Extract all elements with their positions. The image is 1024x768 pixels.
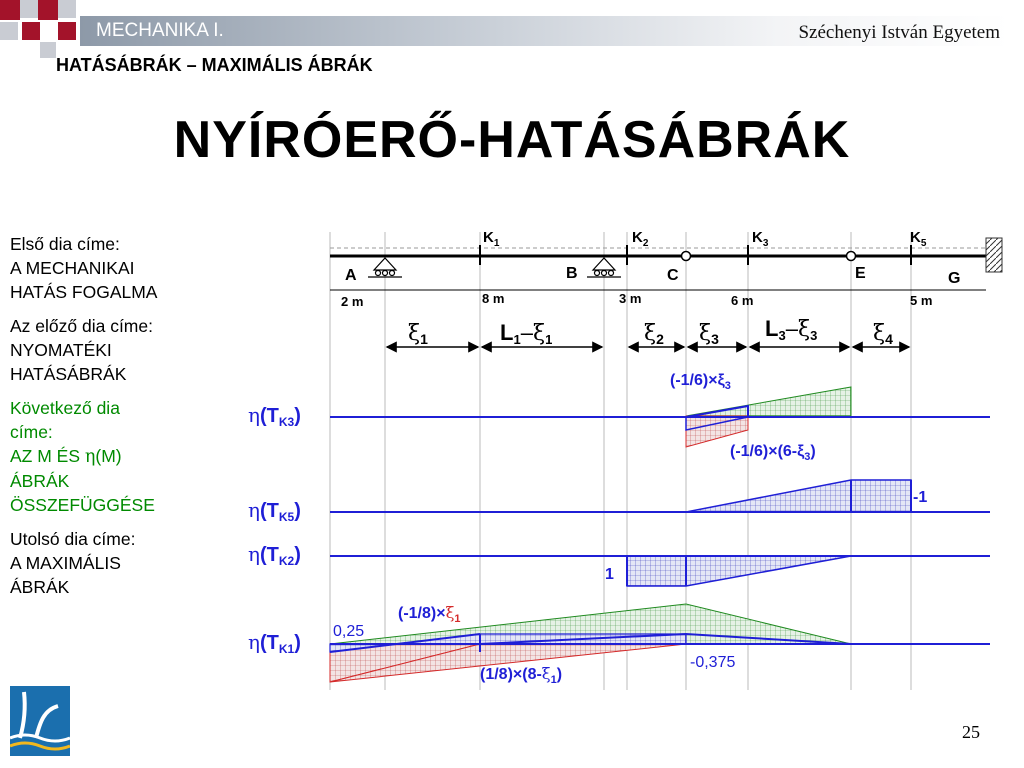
first-slide-label: Első dia címe:: [10, 234, 120, 254]
point-label-a: A: [345, 267, 357, 284]
next-title-part-a: AZ M ÉS: [10, 446, 85, 466]
hinge-c-icon: [682, 252, 691, 261]
next-title-part-b: (M): [95, 446, 122, 466]
eta-tk3-label: $\eta(T_K3)$: [248, 403, 301, 429]
span-3m: 3 m: [619, 291, 642, 306]
previous-slide-title-line2: HATÁSÁBRÁK: [10, 364, 127, 384]
xi1-label: ξ1: [408, 321, 428, 347]
k3-top-annotation: $(-1/6)\times\xi_3$: [670, 372, 731, 392]
course-label: MECHANIKA I.: [96, 20, 224, 41]
point-label-g: G: [948, 270, 961, 287]
roller-support-b-icon: [587, 258, 621, 277]
l1-xi1-label: L1–ξ1: [500, 320, 553, 347]
slide-title: NYÍRÓERŐ-HATÁSÁBRÁK: [173, 111, 851, 169]
k1-left-value: 0,25: [333, 623, 365, 640]
first-slide-title-line2: HATÁS FOGALMA: [10, 282, 158, 302]
eta-tk2-label: $\eta(T_K2)$: [248, 542, 301, 568]
previous-slide-title-line1: NYOMATÉKI: [10, 340, 112, 360]
section-label-k2: $K_2$: [632, 229, 649, 249]
fixed-wall-icon: [986, 238, 1002, 272]
eta-tk1-label: $\eta(T_K1)$: [248, 630, 301, 656]
last-slide-title-line2: ÁBRÁK: [10, 577, 70, 597]
last-slide-label: Utolsó dia címe:: [10, 529, 136, 549]
section-label-k1: $K_1$: [483, 229, 500, 249]
next-slide-title-line3: ÖSSZEFÜGGÉSE: [10, 495, 155, 515]
next-slide-label-line2: címe:: [10, 422, 53, 442]
l3-xi3-label: L3–ξ3: [765, 316, 818, 343]
next-slide-title-line2: ÁBRÁK: [10, 471, 70, 491]
influence-line-tk5: [330, 480, 990, 512]
university-name: Széchenyi István Egyetem: [798, 22, 1000, 43]
k1-bottom-annotation: $(1/8)\times(8-\xi_1)$: [480, 664, 563, 686]
previous-slide-label: Az előző dia címe:: [10, 316, 153, 336]
first-slide-title-line1: A MECHANIKAI: [10, 258, 135, 278]
k2-value-label: 1: [605, 566, 614, 583]
roller-support-a-icon: [368, 258, 402, 277]
span-5m: 5 m: [910, 293, 933, 308]
k3-bottom-annotation: $(-1/6)\times(6-\xi_3)$: [730, 443, 816, 463]
xi4-label: ξ4: [873, 321, 893, 347]
point-label-b: B: [566, 265, 578, 282]
span-8m: 8 m: [482, 291, 505, 306]
point-label-e: E: [855, 265, 866, 282]
last-slide-title-line1: A MAXIMÁLIS: [10, 553, 121, 573]
influence-line-tk2: [330, 556, 990, 586]
slide-subtitle: HATÁSÁBRÁK – MAXIMÁLIS ÁBRÁK: [56, 55, 373, 75]
span-2m: 2 m: [341, 294, 364, 309]
influence-line-tk3: [330, 387, 990, 447]
k1-right-value: -0,375: [690, 654, 736, 671]
k1-top-annotation: $(-1/8)\times\xi_1$: [398, 603, 461, 625]
eta-symbol: η: [84, 447, 96, 467]
next-slide-label-line1: Következő dia: [10, 398, 120, 418]
hinge-e-icon: [847, 252, 856, 261]
point-label-c: C: [667, 267, 679, 284]
k5-value-label: -1: [913, 489, 928, 506]
xi3-label: ξ3: [699, 321, 719, 347]
section-label-k5: $K_5$: [910, 229, 927, 249]
eta-tk5-label: $\eta(T_K5)$: [248, 498, 301, 524]
span-6m: 6 m: [731, 293, 754, 308]
section-label-k3: $K_3$: [752, 229, 769, 249]
page-number: 25: [962, 722, 980, 742]
xi2-label: ξ2: [644, 321, 664, 347]
